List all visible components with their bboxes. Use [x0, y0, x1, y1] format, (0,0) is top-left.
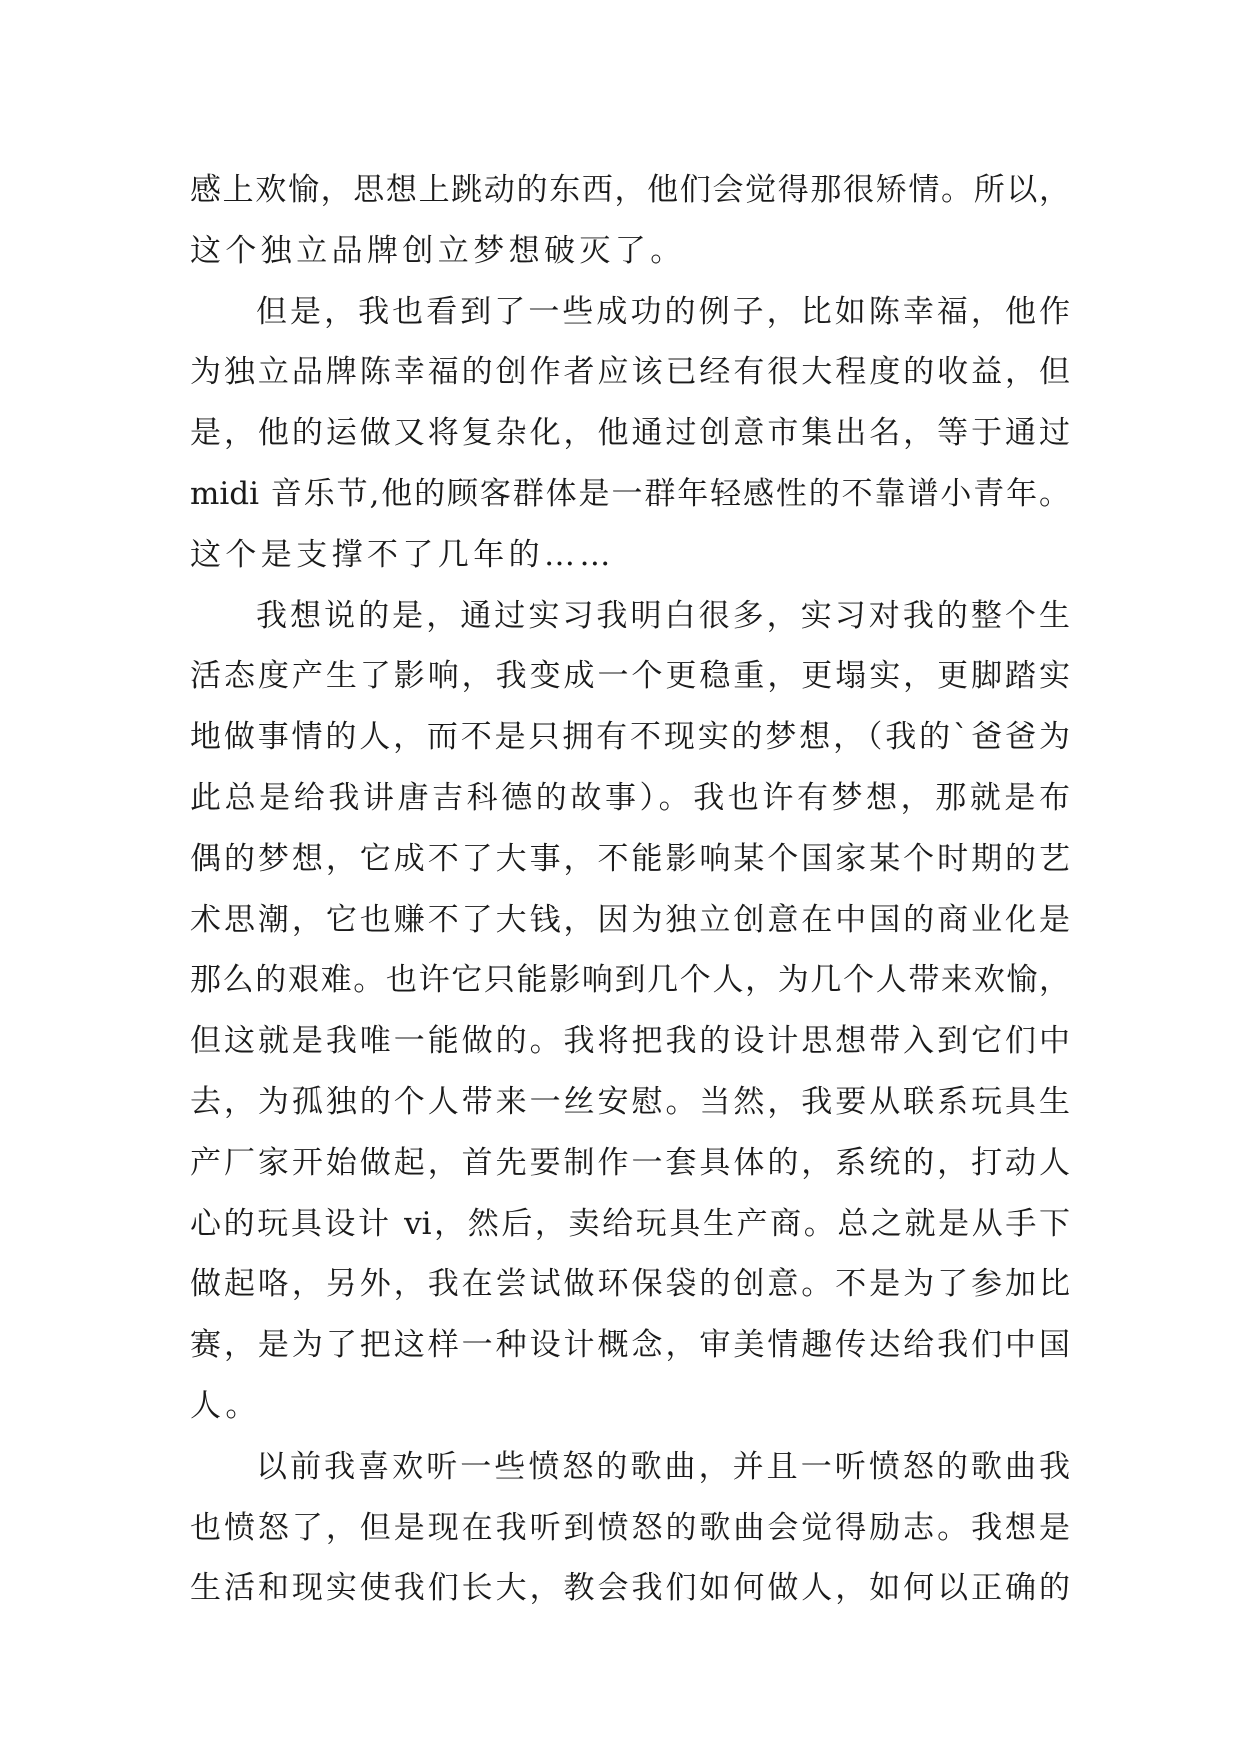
text-line: 为独立品牌陈幸福的创作者应该已经有很大程度的收益，但	[190, 354, 1070, 391]
body-text	[190, 160, 1070, 1619]
text-line: 是，他的运做又将复杂化，他通过创意市集出名，等于通过	[190, 415, 1070, 452]
text-line: midi 音乐节,他的顾客群体是一群年轻感性的不靠谱小青年。	[190, 475, 1070, 512]
text-line: 但是，我也看到了一些成功的例子，比如陈幸福，他作	[256, 293, 1070, 330]
text-line: 生活和现实使我们长大，教会我们如何做人，如何以正确的	[190, 1570, 1070, 1607]
text-line: 术思潮，它也赚不了大钱，因为独立创意在中国的商业化是	[190, 901, 1070, 938]
text-line: 心的玩具设计 vi，然后，卖给玩具生产商。总之就是从手下	[190, 1205, 1070, 1242]
text-line: 以前我喜欢听一些愤怒的歌曲，并且一听愤怒的歌曲我	[256, 1448, 1070, 1485]
text-line: 这个是支撑不了几年的……	[190, 536, 615, 573]
text-line: 那么的艰难。也许它只能影响到几个人，为几个人带来欢愉，	[190, 962, 1070, 999]
text-line: 做起咯，另外，我在尝试做环保袋的创意。不是为了参加比	[190, 1266, 1070, 1303]
text-line: 活态度产生了影响，我变成一个更稳重，更塌实，更脚踏实	[190, 658, 1070, 695]
text-line: 这个独立品牌创立梦想破灭了。	[190, 232, 686, 269]
text-line: 也愤怒了，但是现在我听到愤怒的歌曲会觉得励志。我想是	[190, 1509, 1070, 1546]
text-line: 此总是给我讲唐吉科德的故事）。我也许有梦想，那就是布	[190, 779, 1070, 816]
text-line: 我想说的是，通过实习我明白很多，实习对我的整个生	[256, 597, 1070, 634]
text-line: 赛，是为了把这样一种设计概念，审美情趣传达给我们中国	[190, 1327, 1070, 1364]
text-line: 产厂家开始做起，首先要制作一套具体的，系统的，打动人	[190, 1144, 1070, 1181]
text-line: 人。	[190, 1387, 261, 1424]
text-line: 偶的梦想，它成不了大事，不能影响某个国家某个时期的艺	[190, 840, 1070, 877]
text-line: 去，为孤独的个人带来一丝安慰。当然，我要从联系玩具生	[190, 1083, 1070, 1120]
text-line: 但这就是我唯一能做的。我将把我的设计思想带入到它们中	[190, 1023, 1070, 1060]
text-line: 感上欢愉，思想上跳动的东西，他们会觉得那很矫情。所以，	[190, 172, 1070, 208]
text-line: 地做事情的人，而不是只拥有不现实的梦想，（我的`爸爸为	[190, 719, 1070, 756]
